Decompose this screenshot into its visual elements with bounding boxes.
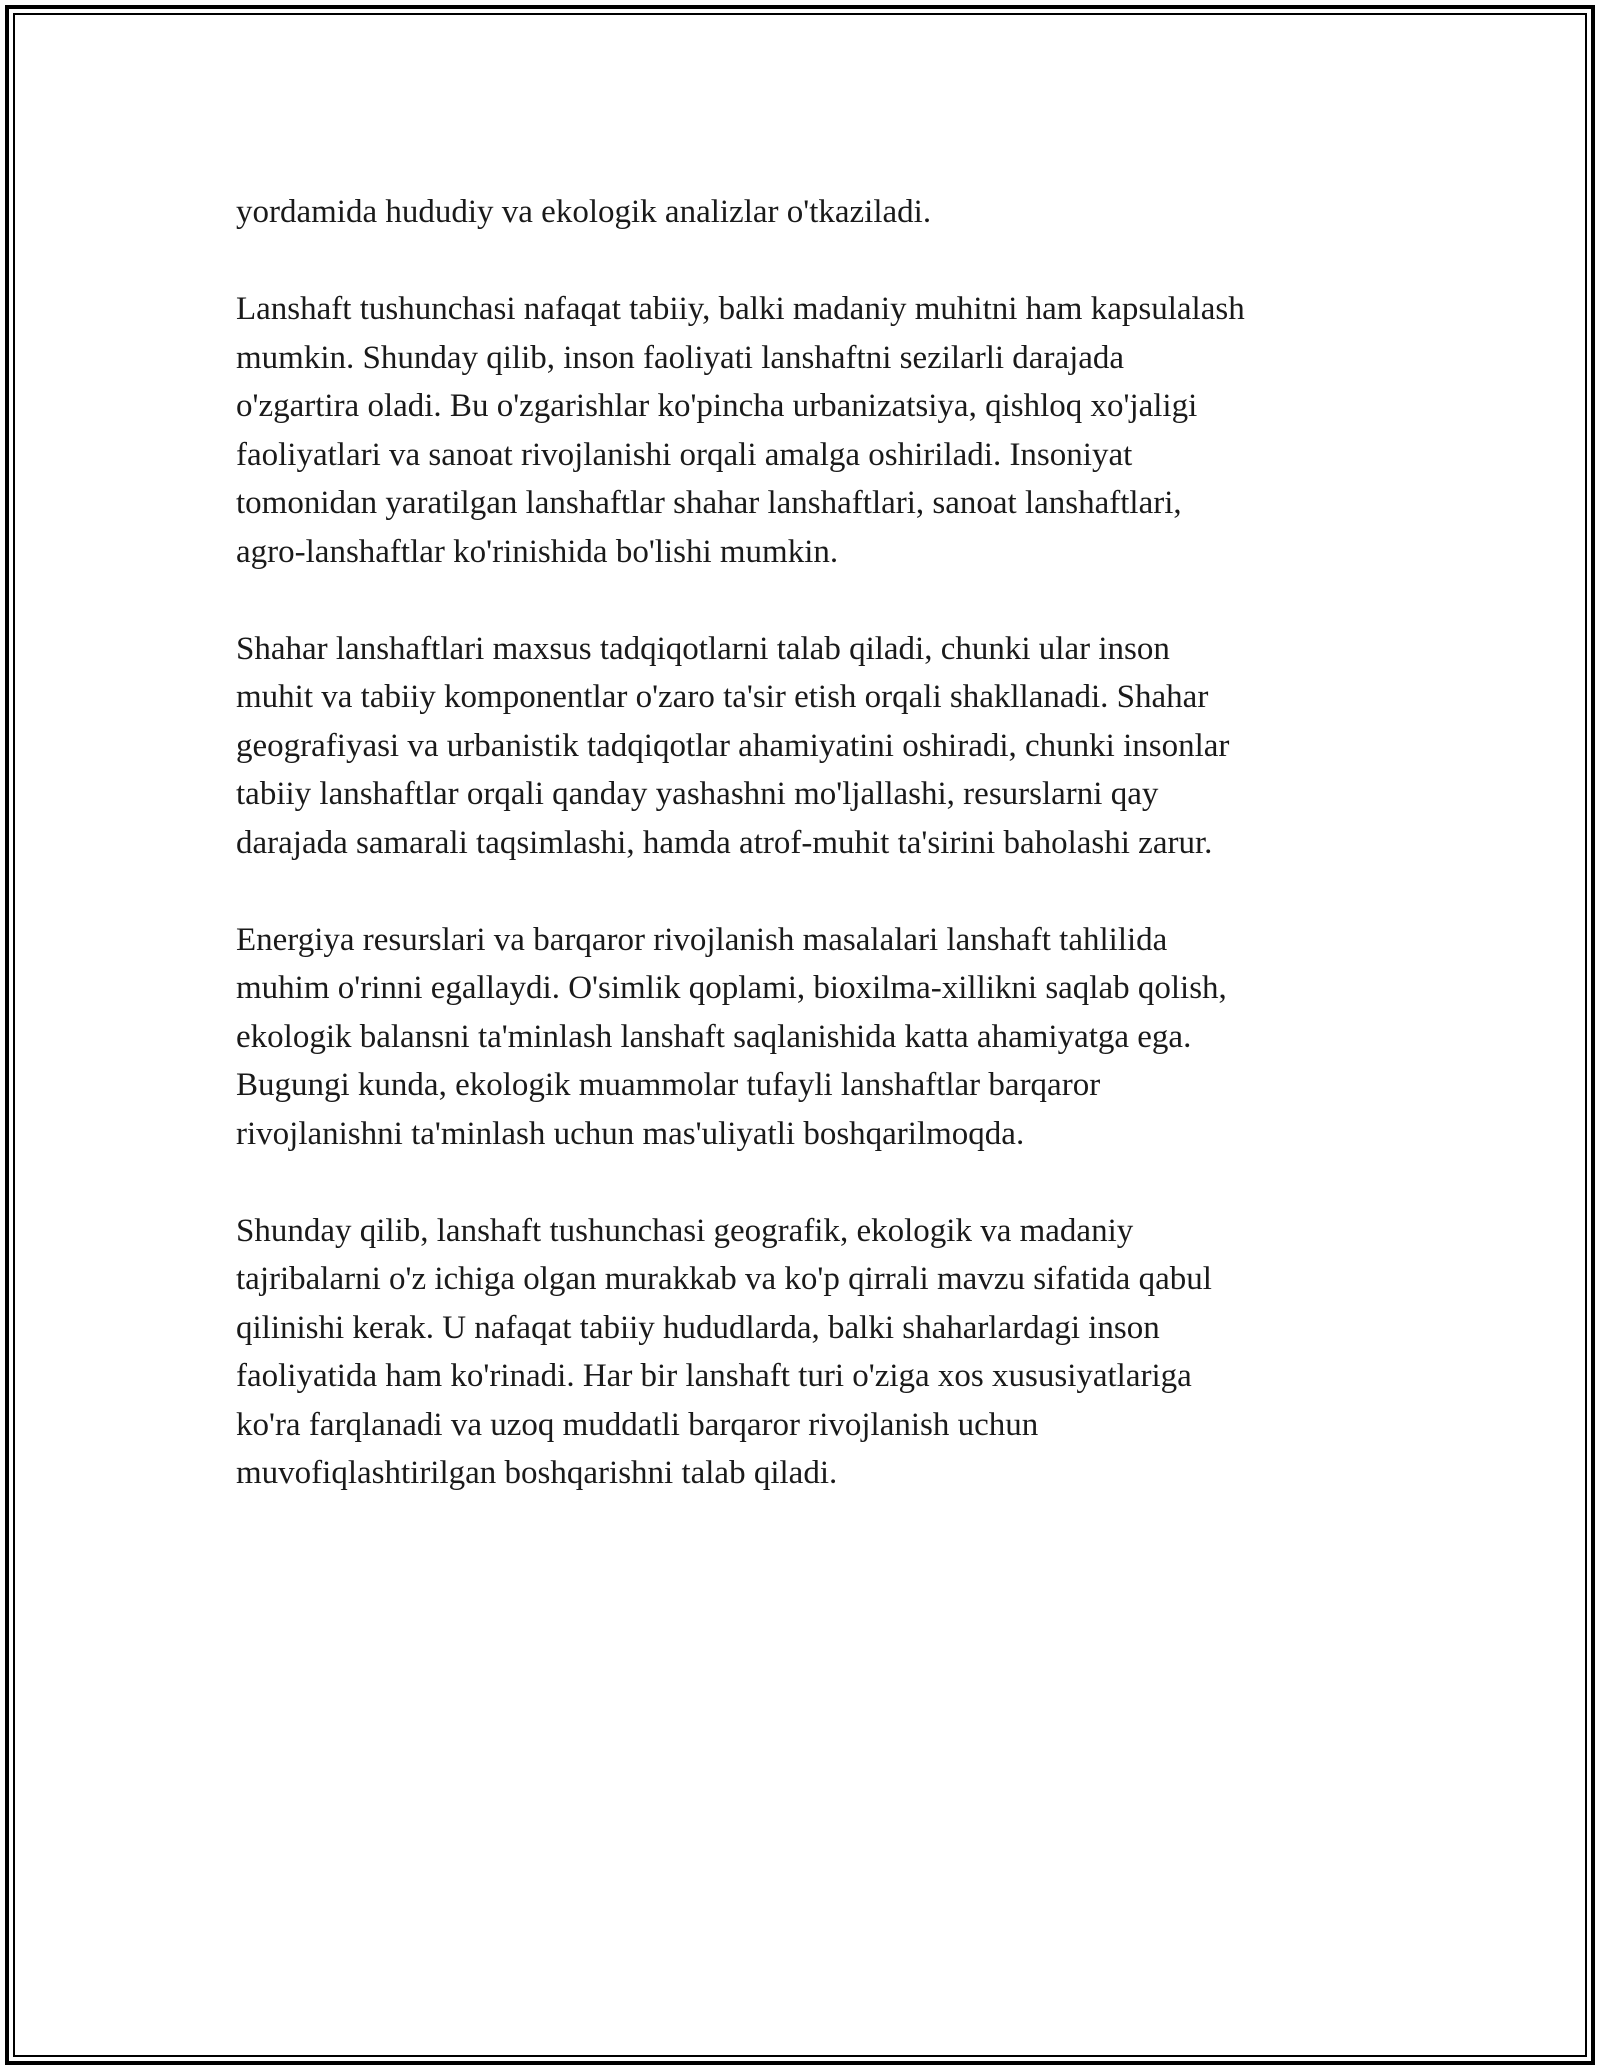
text-line: ekologik balansni ta'minlash lanshaft saqlanishida katta ahamiyatga ega.	[236, 1018, 1192, 1055]
text-line: ko'ra farqlanadi va uzoq muddatli barqaror rivojlanish uchun	[236, 1406, 1039, 1443]
text-line: darajada samarali taqsimlashi, hamda atrof-muhit ta'sirini baholashi zarur.	[236, 824, 1213, 861]
text-line: Bugungi kunda, ekologik muammolar tufayli lanshaftlar barqaror	[236, 1067, 1101, 1103]
text-line: mumkin. Shunday qilib, inson faoliyati lanshaftni sezilarli darajada	[236, 339, 1125, 376]
text-line: muhit va tabiiy komponentlar o'zaro ta'sir etish orqali shakllanadi. Shahar	[236, 679, 1209, 715]
text-line: yordamida hududiy va ekologik analizlar o'tkaziladi.	[236, 194, 932, 230]
text-line: tajribalarni o'z ichiga olgan murakkab va ko'p qirrali mavzu sifatida qabul	[236, 1261, 1212, 1297]
text-line: agro-lanshaftlar ko'rinishida bo'lishi mumkin.	[236, 533, 839, 570]
text-line: geografiyasi va urbanistik tadqiqotlar ahamiyatini oshiradi, chunki insonlar	[236, 727, 1230, 764]
text-line: muvofiqlashtirilgan boshqarishni talab qiladi.	[236, 1455, 838, 1491]
text-line: tomonidan yaratilgan lanshaftlar shahar lanshaftlari, sanoat lanshaftlari,	[236, 485, 1182, 521]
text-line: faoliyatida ham ko'rinadi. Har bir lanshaft turi o'ziga xos xususiyatlariga	[236, 1358, 1192, 1394]
document-body	[236, 188, 1396, 1546]
text-line: rivojlanishni ta'minlash uchun mas'uliyatli boshqarilmoqda.	[236, 1115, 1025, 1152]
paragraph	[236, 916, 1396, 1159]
text-line: muhim o'rinni egallaydi. O'simlik qoplami, bioxilma-xillikni saqlab qolish,	[236, 970, 1227, 1006]
text-line: Shahar lanshaftlari maxsus tadqiqotlarni talab qiladi, chunki ular inson	[236, 630, 1170, 667]
text-line: tabiiy lanshaftlar orqali qanday yashashni mo'ljallashi, resurslarni qay	[236, 776, 1159, 812]
text-line: o'zgartira oladi. Bu o'zgarishlar ko'pincha urbanizatsiya, qishloq xo'jaligi	[236, 388, 1198, 424]
text-line: Energiya resurslari va barqaror rivojlanish masalalari lanshaft tahlilida	[236, 921, 1168, 958]
paragraph	[236, 1207, 1396, 1498]
paragraph	[236, 285, 1396, 576]
text-line: Lanshaft tushunchasi nafaqat tabiiy, balki madaniy muhitni ham kapsulalash	[236, 291, 1245, 327]
text-line: faoliyatlari va sanoat rivojlanishi orqali amalga oshiriladi. Insoniyat	[236, 436, 1133, 473]
paragraph	[236, 188, 1396, 237]
paragraph	[236, 625, 1396, 868]
text-line: Shunday qilib, lanshaft tushunchasi geografik, ekologik va madaniy	[236, 1212, 1134, 1249]
text-line: qilinishi kerak. U nafaqat tabiiy hududlarda, balki shaharlardagi inson	[236, 1309, 1160, 1346]
